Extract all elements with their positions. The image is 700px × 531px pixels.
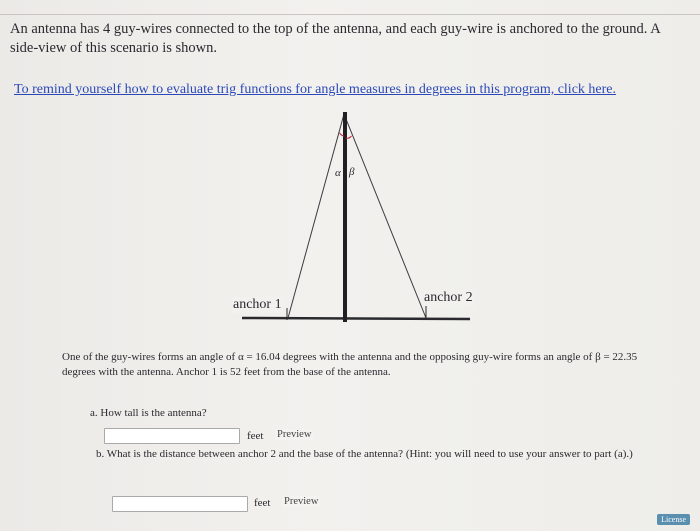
- anchor-1-label: anchor 1: [233, 297, 282, 312]
- question-a-text: a. How tall is the antenna?: [90, 407, 207, 419]
- guy-wire-1: [288, 114, 344, 318]
- alpha-label: α: [335, 167, 341, 179]
- guy-wire-2: [344, 114, 426, 318]
- answer-a-unit: feet: [247, 430, 264, 442]
- preview-b-button[interactable]: Preview: [284, 496, 319, 507]
- trig-help-link[interactable]: To remind yourself how to evaluate trig functions for angle measures in degrees in this program, click here.: [14, 82, 616, 97]
- question-b-text: b. What is the distance between anchor 2 and the base of the antenna? (Hint: you will need to use your answer to part (a).): [96, 448, 633, 460]
- ground-line: [242, 318, 470, 319]
- anchor-2-label: anchor 2: [424, 290, 473, 305]
- problem-statement: One of the guy-wires forms an angle of α = 16.04 degrees with the antenna and the opposing guy-wire forms an angle of β = 22.35 degrees with the antenna. Anchor 1 is 52 feet from the base of the antenna.: [62, 351, 638, 378]
- beta-label: β: [349, 166, 355, 178]
- answer-b-unit: feet: [254, 497, 271, 509]
- answer-b-input[interactable]: [112, 496, 248, 512]
- answer-a-input[interactable]: [104, 428, 240, 444]
- intro-text: An antenna has 4 guy-wires connected to the top of the antenna, and each guy-wire is anchored to the ground. A side-view of this scenario is shown.: [10, 21, 660, 56]
- license-button[interactable]: License: [657, 514, 690, 525]
- preview-a-button[interactable]: Preview: [277, 429, 312, 440]
